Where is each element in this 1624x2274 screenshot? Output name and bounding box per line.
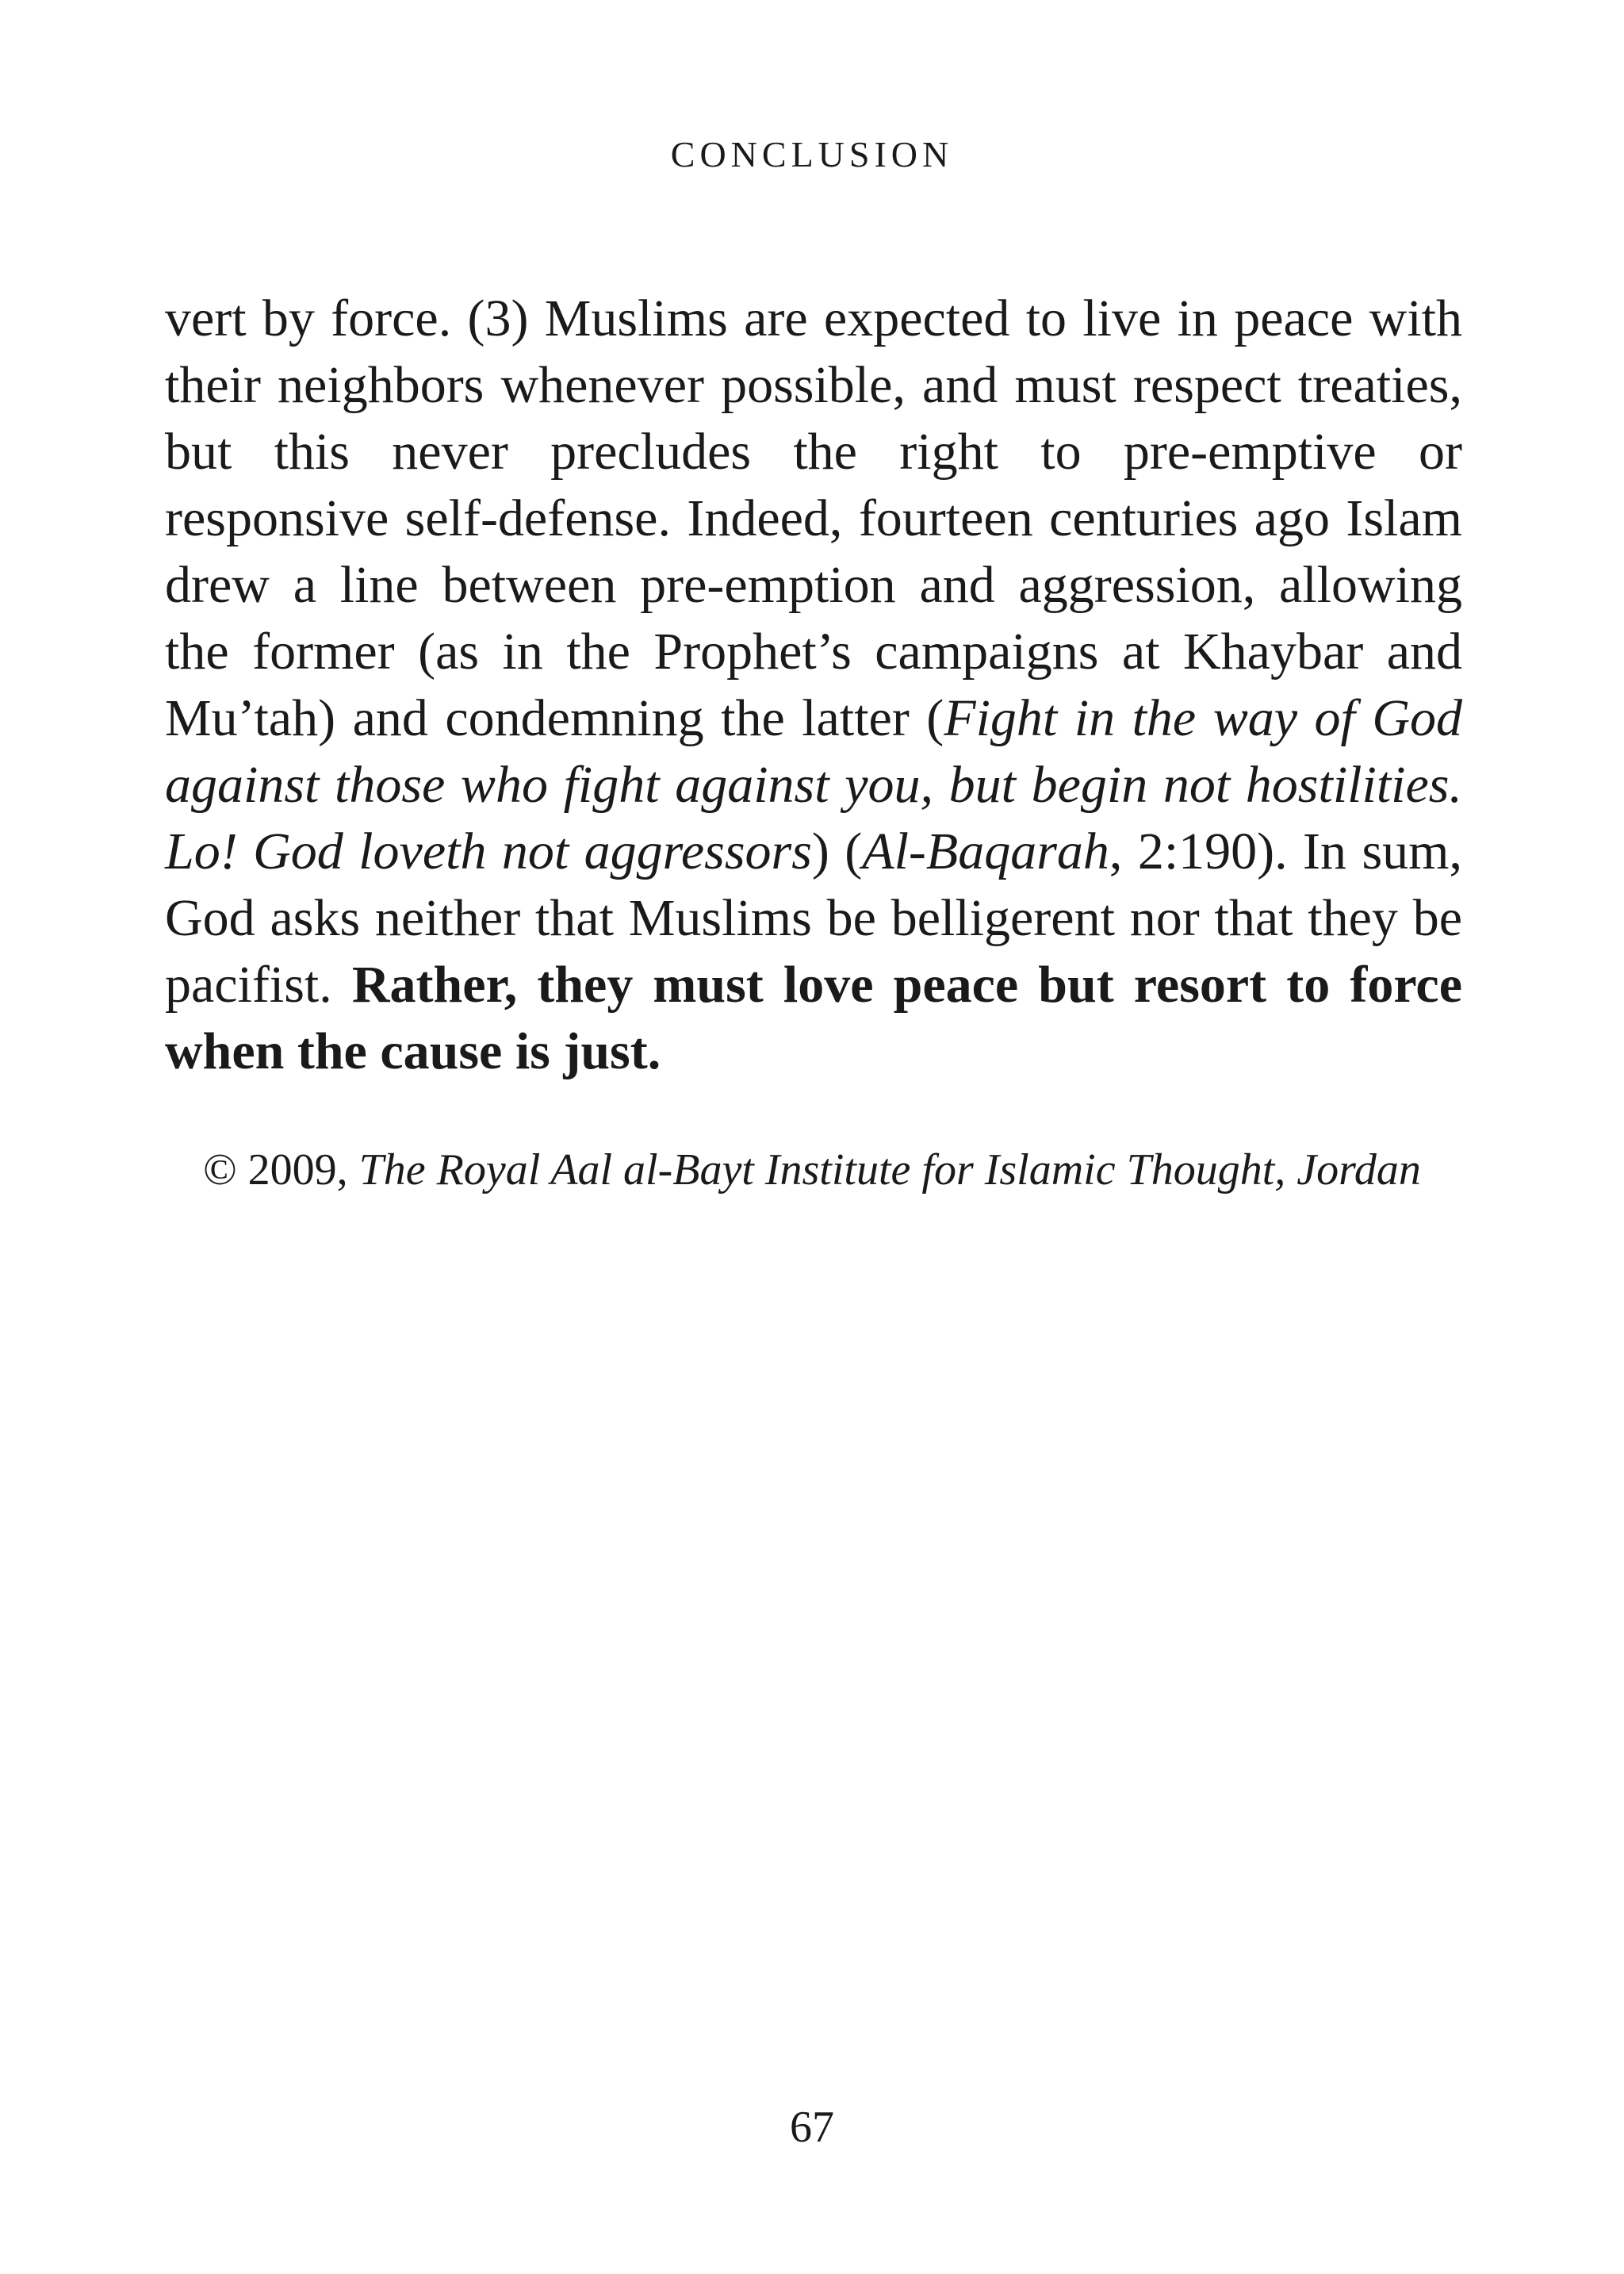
copyright-line (0, 1142, 1624, 1198)
conclusion-statement: Rather, they must love peace but resort to force when the cause is just. (165, 956, 1463, 1080)
paragraph-text-3: , 2:190). In sum, God asks neither that Muslims be belligerent nor that they be pacifist. (165, 823, 1462, 1014)
paragraph-text-1: vert by force. (3) Muslims are expected to live in peace with their neighbors whenever possible, and must respect treaties, but this never precludes the right to pre-emptive or responsive self-defense. Indeed, fourteen centuries ago Islam drew a line between pre-emption and aggression, allowing the former (as in the Prophet’s campaigns at Khaybar and Mu’tah) and condemning the latter ( (165, 290, 1462, 747)
quran-quote: Fight in the way of God against those who fight against you, but begin not hostilities. Lo! God loveth not aggressors (165, 689, 1462, 880)
running-head: CONCLUSION (670, 134, 954, 174)
publisher-name: The Royal Aal al-Bayt Institute for Islamic Thought, Jordan (358, 1145, 1421, 1195)
paragraph-text-2: ) ( (811, 823, 863, 880)
copyright-prefix: © 2009, (203, 1145, 359, 1195)
body-paragraph (165, 286, 1462, 1085)
quote-source: Al-Baqarah (862, 823, 1109, 880)
page-number: 67 (790, 2103, 834, 2152)
